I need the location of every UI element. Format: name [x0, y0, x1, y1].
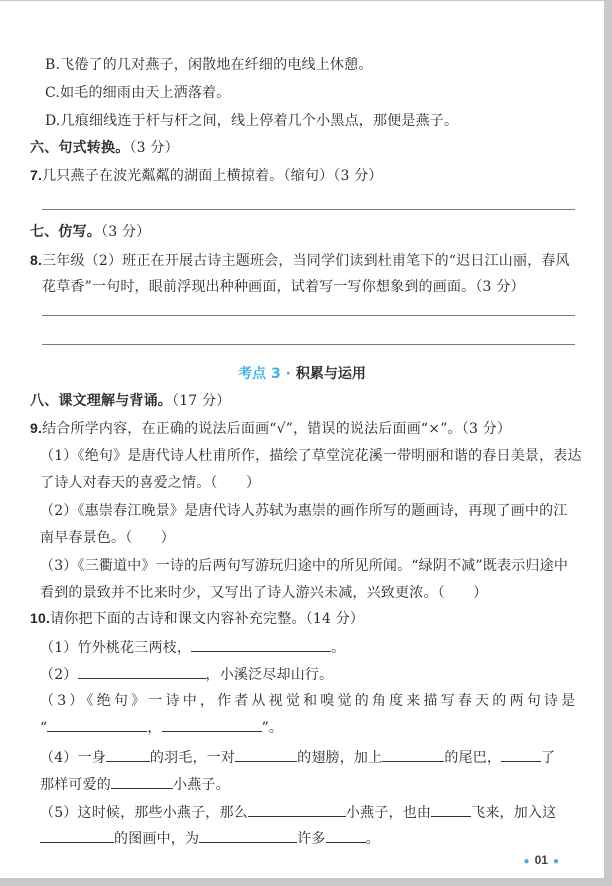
page-number	[519, 853, 564, 867]
blank-q10-5c[interactable]	[40, 828, 114, 843]
module-heading	[0, 363, 604, 383]
comma: ，	[147, 720, 162, 736]
option-b: B.飞倦了的几对燕子，闲散地在纤细的电线上休憩。	[45, 57, 373, 73]
q10-item-5-line1	[40, 802, 556, 822]
question-10-text: 请你把下面的古诗和课文内容补充完整。（14 分）	[50, 611, 365, 627]
q10-item-3-line2	[40, 717, 283, 737]
blank-q10-4a[interactable]	[106, 747, 150, 762]
section-7-title: 七、仿写。	[30, 224, 101, 240]
q10-item-1-prefix: （1）竹外桃花三两枝，	[40, 640, 192, 656]
question-7-text: 几只燕子在波光粼粼的湖面上横掠着。（缩句）（3 分）	[42, 168, 383, 184]
blank-q10-1[interactable]	[191, 637, 331, 652]
question-9	[30, 419, 511, 438]
page-number-value: 01	[534, 853, 548, 867]
q9-item-3-line2: 看到的景致并不比来时少，又写出了诗人游兴未减，兴致更浓。（ ）	[40, 585, 488, 601]
q10-4-text-d: 的尾巴，	[444, 750, 502, 766]
q10-item-1-suffix: 。	[331, 640, 346, 656]
q10-4-text-f: 那样可爱的	[40, 777, 111, 793]
section-8-title: 八、课文理解与背诵。	[30, 393, 172, 409]
blank-q10-5d[interactable]	[199, 828, 297, 843]
q9-item-1-line1: （1）《绝句》是唐代诗人杜甫所作，描绘了草堂浣花溪一带明丽和谐的春日美景，表达	[40, 448, 582, 464]
question-8-line1: 三年级（2）班正在开展古诗主题班会，当同学们读到杜甫笔下的“迟日江山丽，春风	[42, 253, 570, 269]
q9-item-1-line2: 了诗人对春天的喜爱之情。（ ）	[40, 475, 261, 491]
q9-item-2-line2: 南早春景色。（ ）	[40, 530, 175, 546]
q9-item-3-line1: （3）《三衢道中》一诗的后两句写游玩归途中的所见所闻。“绿阴不减”既表示归途中	[40, 558, 569, 574]
q10-5-text-e: 许多	[297, 831, 326, 847]
option-c: C.如毛的细雨由天上洒落着。	[45, 85, 231, 101]
q10-4-text-a: （4）一身	[40, 750, 106, 766]
open-quote: “	[40, 720, 48, 736]
section-6-heading	[30, 139, 179, 157]
answer-line-q8-1[interactable]	[42, 315, 575, 316]
question-9-text: 结合所学内容，在正确的说法后面画“√”，错误的说法后面画“×”。（3 分）	[42, 421, 512, 437]
blank-q10-5a[interactable]	[248, 802, 346, 817]
blank-q10-4d[interactable]	[501, 747, 541, 762]
q10-item-2	[40, 664, 333, 684]
blank-q10-4e[interactable]	[111, 774, 173, 789]
blank-q10-4b[interactable]	[235, 747, 297, 762]
module-label: 考点 3	[238, 366, 281, 382]
answer-line-q7[interactable]	[42, 209, 575, 210]
module-separator: ·	[285, 366, 291, 382]
q10-5-text-a: （5）这时候，那些小燕子，那么	[40, 805, 248, 821]
module-title: 积累与运用	[295, 366, 366, 382]
q10-4-text-c: 的翅膀，加上	[297, 750, 383, 766]
close-quote: ”。	[261, 720, 284, 736]
blank-q10-3a[interactable]	[47, 717, 147, 732]
q10-item-4-line1	[40, 747, 555, 767]
section-6-points: （3 分）	[129, 140, 179, 156]
q10-item-2-suffix: ，小溪泛尽却山行。	[205, 667, 334, 683]
q10-5-text-b: 小燕子，也由	[345, 805, 432, 821]
q10-5-text-d: 的图画中，为	[114, 831, 200, 847]
section-6-title: 六、句式转换。	[30, 140, 130, 156]
question-10	[30, 609, 364, 628]
q10-4-text-g: 小燕子。	[173, 777, 230, 793]
question-8-number: 8.	[30, 252, 43, 268]
blank-q10-4c[interactable]	[382, 747, 444, 762]
q10-4-text-b: 的羽毛，一对	[149, 750, 236, 766]
dot-icon: ●	[523, 856, 530, 867]
option-d: D.几痕细线连于杆与杆之间，线上停着几个小黑点，那便是燕子。	[45, 113, 459, 129]
section-7-heading	[30, 223, 150, 241]
blank-q10-5b[interactable]	[431, 802, 471, 817]
q10-4-text-e: 了	[541, 750, 556, 766]
question-8-line2: 花草香”一句时，眼前浮现出种种画面，试着写一写你想象到的画面。（3 分）	[42, 279, 525, 295]
q10-item-3-line1: （3）《绝句》一诗中，作者从视觉和嗅觉的角度来描写春天的两句诗是	[40, 693, 579, 709]
q9-item-2-line1: （2）《惠崇春江晚景》是唐代诗人苏轼为惠崇的画作所写的题画诗，再现了画中的江	[40, 503, 568, 519]
answer-line-q8-2[interactable]	[42, 344, 575, 345]
section-8-heading	[30, 392, 230, 410]
blank-q10-2[interactable]	[78, 664, 206, 679]
q10-item-1	[40, 637, 345, 657]
blank-q10-5e[interactable]	[326, 828, 366, 843]
q10-item-4-line2	[40, 774, 230, 794]
q10-5-text-c: 飞来，加入这	[471, 805, 557, 821]
q10-5-text-f: 。	[365, 831, 380, 847]
dot-icon: ●	[552, 856, 559, 867]
question-9-number: 9.	[30, 420, 43, 436]
section-8-points: （17 分）	[172, 393, 231, 409]
question-10-number: 10.	[30, 610, 51, 626]
question-7-number: 7.	[30, 167, 43, 183]
question-7	[30, 166, 383, 185]
question-8	[30, 251, 570, 270]
section-7-points: （3 分）	[101, 224, 151, 240]
blank-q10-3b[interactable]	[162, 717, 262, 732]
worksheet-page	[0, 1, 604, 878]
q10-item-2-prefix: （2）	[40, 667, 78, 683]
q10-item-5-line2	[40, 828, 380, 848]
